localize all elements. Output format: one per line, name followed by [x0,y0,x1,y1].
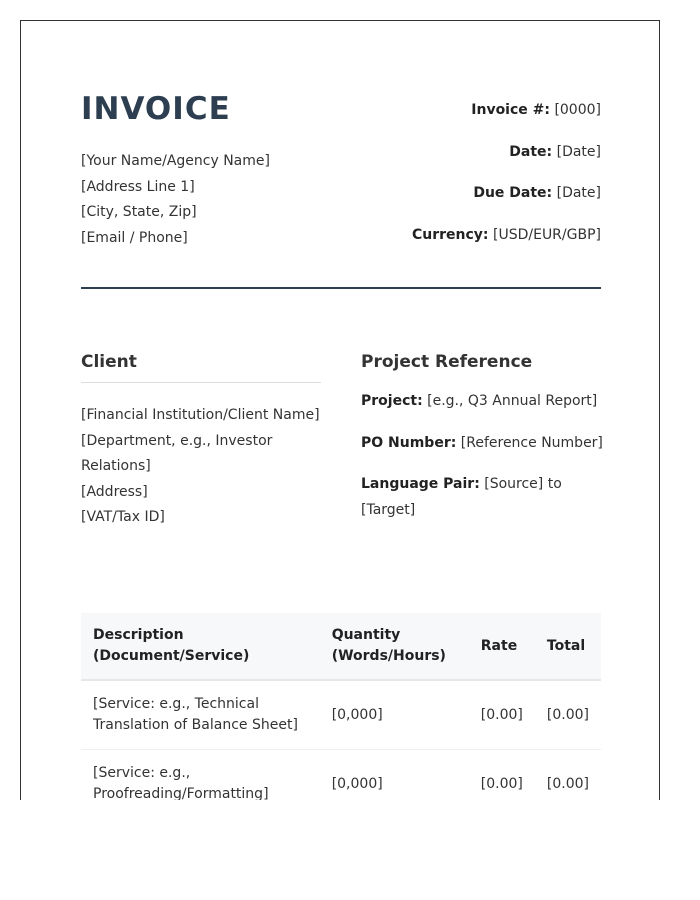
language-pair-row [361,472,606,523]
header-quantity: Quantity (Words/Hours) [320,613,469,680]
meta-value: [0000] [554,102,601,118]
po-number-value: [Reference Number] [460,434,603,451]
cell-total: [0.00] [535,750,601,801]
cell-quantity: [0,000] [320,750,469,801]
invoice-title: INVOICE [81,91,231,127]
invoice-meta [412,100,601,266]
sender-line: [Email / Phone] [81,229,188,246]
cell-quantity: [0,000] [320,680,469,750]
sender-line: [City, State, Zip] [81,204,197,220]
cell-total: [0.00] [535,680,601,750]
sender-address [81,149,270,251]
client-line: [Address] [81,483,148,500]
meta-value: [USD/EUR/GBP] [493,226,601,243]
meta-label: Currency: [412,226,489,243]
due-date-row [412,183,601,225]
invoice-number-row [412,100,601,142]
language-pair-label: Language Pair: [361,476,480,492]
cell-rate: [0.00] [469,750,535,801]
project-row [361,389,606,415]
language-pair-value: [Source] to [Target] [361,476,562,518]
cell-description: [Service: e.g., Proofreading/Formatting] [81,750,320,801]
cell-rate: [0.00] [469,680,535,750]
po-number-label: PO Number: [361,434,457,451]
client-address [81,403,321,531]
cell-description: [Service: e.g., Technical Translation of Balance Sheet] [81,680,320,750]
client-section [81,351,321,531]
project-value: [e.g., Q3 Annual Report] [427,393,598,409]
meta-label: Invoice #: [471,102,550,118]
sender-line: [Your Name/Agency Name] [81,153,270,169]
meta-value: [Date] [556,143,601,160]
client-line: [Financial Institution/Client Name] [81,407,320,423]
invoice-page [20,20,660,800]
client-heading: Client [81,351,321,383]
currency-row [412,225,601,267]
meta-value: [Date] [556,185,601,201]
line-items-table [81,613,601,800]
po-number-row [361,431,606,457]
table-row [81,680,601,750]
client-line: [Department, e.g., Investor Relations] [81,432,273,474]
table-row [81,750,601,801]
date-row [412,142,601,184]
client-line: [VAT/Tax ID] [81,509,165,525]
meta-label: Date: [509,143,553,160]
table-header-row [81,613,601,680]
meta-label: Due Date: [473,185,553,201]
project-details [361,389,606,523]
header-total: Total [535,613,601,680]
project-reference-heading: Project Reference [361,352,533,372]
project-reference-section [361,351,606,539]
sender-line: [Address Line 1] [81,178,195,195]
project-label: Project: [361,393,423,409]
header-divider [81,287,601,289]
header-rate: Rate [469,613,535,680]
header-description: Description (Document/Service) [81,613,320,680]
